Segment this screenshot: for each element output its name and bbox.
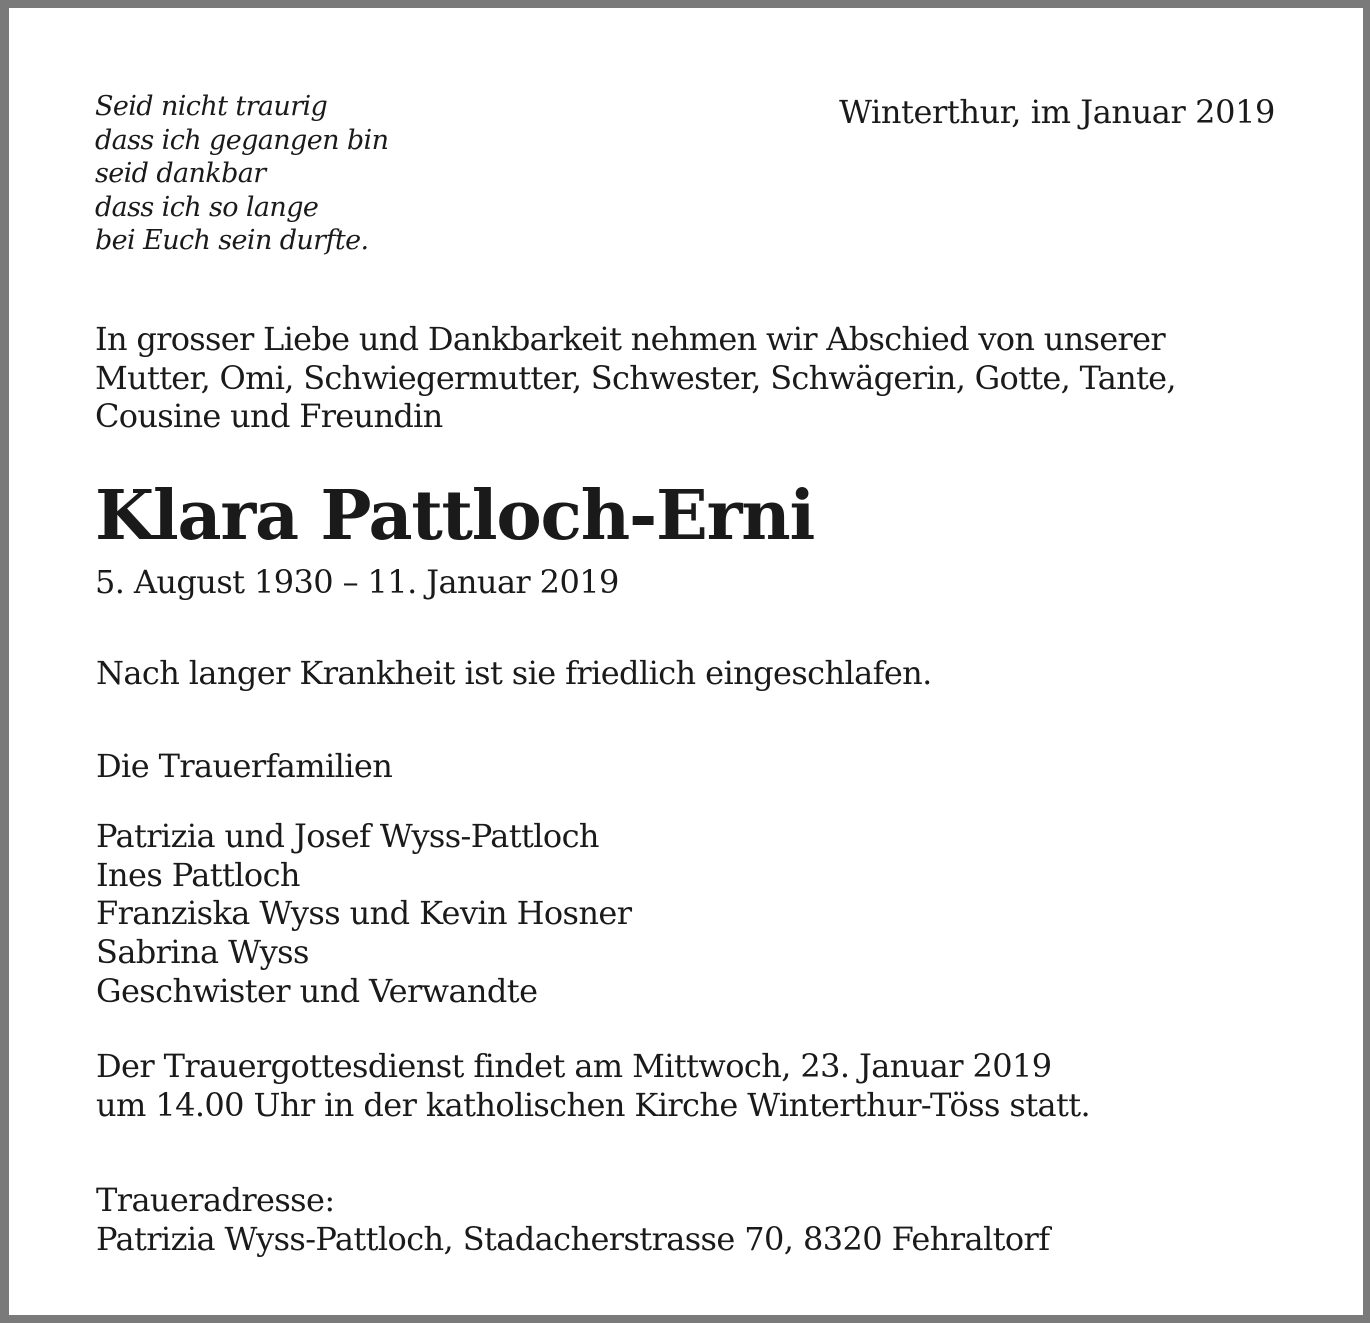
address-label: Traueradresse: <box>96 1181 335 1219</box>
poem-line: dass ich so lange <box>95 191 319 223</box>
mourner-entry: Sabrina Wyss <box>96 933 309 972</box>
poem-line: Seid nicht traurig <box>95 91 328 122</box>
service-line: Der Trauergottesdienst findet am Mittwoch, 23. Januar 2019 <box>96 1047 1052 1085</box>
mourners-heading: Die Trauerfamilien <box>96 747 393 785</box>
intro-line: In grosser Liebe und Dankbarkeit nehmen wir Abschied von unserer <box>95 320 1165 358</box>
life-dates: 5. August 1930 – 11. Januar 2019 <box>95 563 619 601</box>
poem-line: bei Euch sein durfte. <box>95 225 369 256</box>
poem-line: dass ich gegangen bin <box>95 124 389 156</box>
place-date: Winterthur, im Januar 2019 <box>839 93 1275 131</box>
poem <box>95 90 388 258</box>
intro-line: Cousine und Freundin <box>95 397 443 435</box>
address-line: Patrizia Wyss-Pattloch, Stadacherstrasse 70, 8320 Fehraltorf <box>96 1219 1050 1258</box>
mourners-list <box>96 817 631 1011</box>
mourner-entry: Patrizia und Josef Wyss-Pattloch <box>96 817 599 855</box>
service-info <box>96 1047 1090 1124</box>
mourner-entry: Geschwister und Verwandte <box>96 971 538 1010</box>
mourner-entry: Ines Pattloch <box>96 855 300 894</box>
mourning-address <box>96 1181 1049 1258</box>
intro-text <box>95 320 1176 436</box>
mourner-entry: Franziska Wyss und Kevin Hosner <box>96 894 632 933</box>
deceased-name: Klara Pattloch-Erni <box>95 476 815 556</box>
poem-line: seid dankbar <box>95 158 266 189</box>
service-line: um 14.00 Uhr in der katholischen Kirche Winterthur-Töss statt. <box>96 1085 1091 1124</box>
passing-sentence: Nach langer Krankheit ist sie friedlich eingeschlafen. <box>96 654 932 692</box>
intro-line: Mutter, Omi, Schwiegermutter, Schwester, Schwägerin, Gotte, Tante, <box>95 358 1176 397</box>
